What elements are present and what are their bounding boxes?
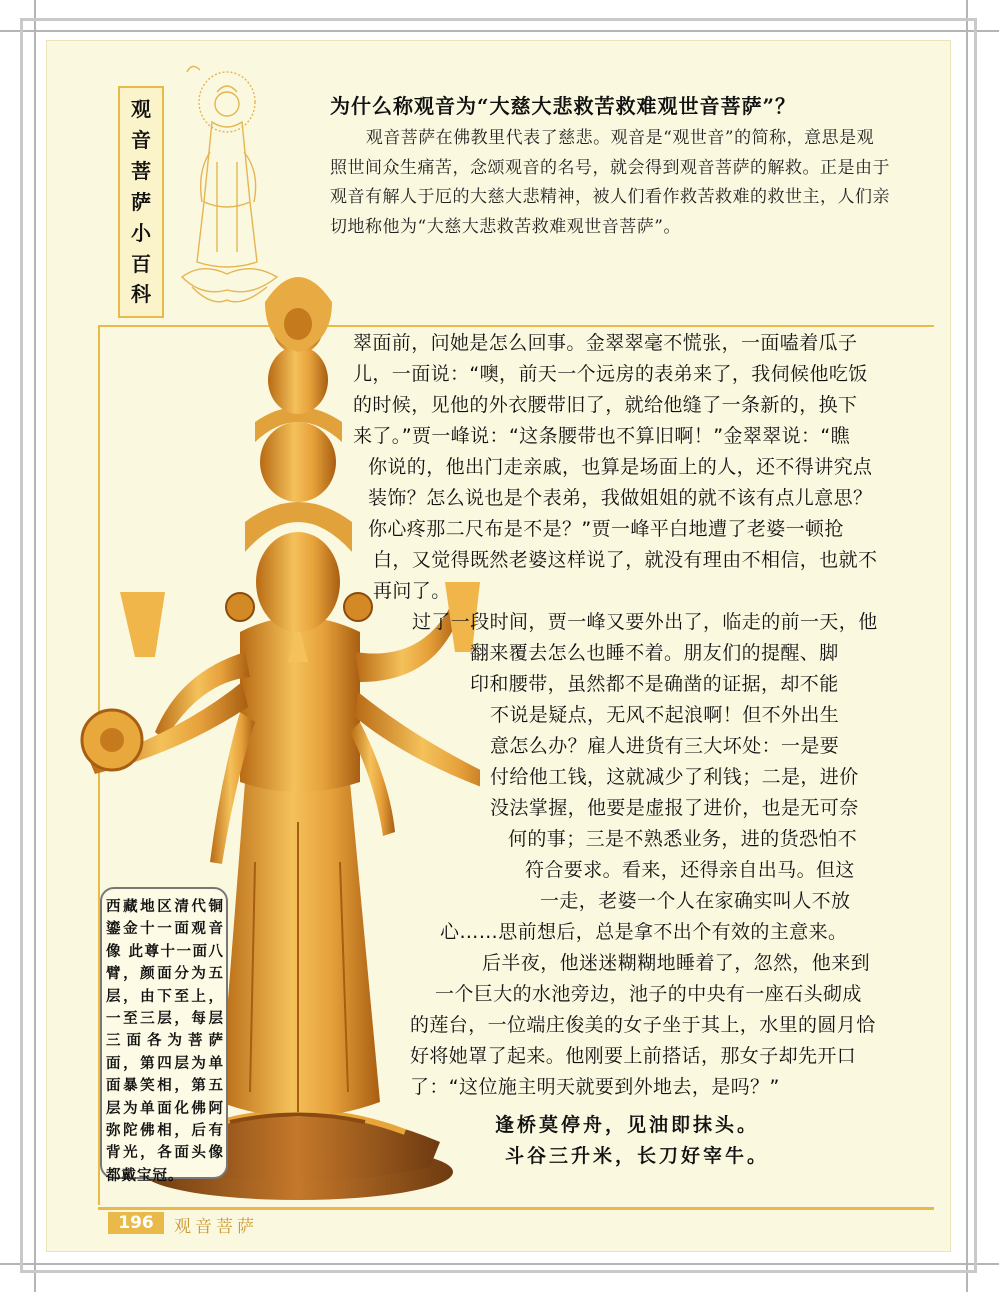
poem-line: 斗谷三升米，长刀好宰牛。 — [505, 1145, 770, 1167]
story-line: 付给他工钱，这就减少了利钱；二是，进价 — [490, 766, 859, 788]
story-line: 白，又觉得既然老婆这样说了，就没有理由不相信，也就不 — [373, 549, 878, 571]
intro-paragraph: 观音菩萨在佛教里代表了慈悲。观音是“观世音”的简称，意思是观照世间众生痛苦，念颂观音的名号，就会得到观音菩萨的解救。正是由于观音有解人于厄的大慈大悲精神，被人们看作救苦救难的救世主，人们亲切地称他为“大慈大悲救苦救难观世音菩萨”。 — [330, 128, 890, 237]
question-title: 为什么称观音为“大慈大悲救苦救难观世音菩萨”？ — [330, 94, 797, 118]
story-line: 好将她罩了起来。他刚要上前搭话，那女子却先开口 — [410, 1045, 857, 1067]
side-label-char: 科 — [131, 282, 151, 307]
footer-bar — [98, 1207, 934, 1210]
story-line: 一走，老婆一个人在家确实叫人不放 — [540, 890, 851, 912]
story-line: 再问了。 — [373, 580, 451, 602]
side-label-char: 萨 — [131, 189, 151, 214]
footer-book-title: 观音菩萨 — [174, 1217, 258, 1237]
side-label-char: 菩 — [131, 159, 151, 184]
story-line: 没法掌握，他要是虚报了进价，也是无可奈 — [490, 797, 859, 819]
story-line: 心……思前想后，总是拿不出个有效的主意来。 — [440, 921, 848, 943]
story-line: 后半夜，他迷迷糊糊地睡着了，忽然，他来到 — [482, 952, 871, 974]
poem — [495, 1110, 769, 1172]
side-label-char: 观 — [131, 97, 151, 122]
story-line: 过了一段时间，贾一峰又要外出了，临走的前一天，他 — [412, 611, 878, 633]
side-label-char: 百 — [131, 251, 151, 276]
page-number: 196 — [108, 1212, 164, 1234]
story-line: 不说是疑点，无风不起浪啊！但不外出生 — [490, 704, 840, 726]
story-line: 儿，一面说：“噢，前天一个远房的表弟来了，我伺候他吃饭 — [353, 363, 868, 385]
poem-line: 逢桥莫停舟，见油即抹头。 — [495, 1114, 760, 1136]
story-line: 的莲台，一位端庄俊美的女子坐于其上，水里的圆月恰 — [410, 1014, 876, 1036]
story-line: 何的事；三是不熟悉业务，进的货恐怕不 — [508, 828, 858, 850]
story-line: 印和腰带，虽然都不是确凿的证据，却不能 — [470, 673, 839, 695]
story-line: 符合要求。看来，还得亲自出马。但这 — [525, 859, 855, 881]
story-line: 一个巨大的水池旁边，池子的中央有一座石头砌成 — [435, 983, 862, 1005]
statue-caption: 西藏地区清代铜鎏金十一面观音像 此尊十一面八臂，颜面分为五层，由下至上，一至三层，每层三面各为菩萨面，第四层为单面暴笑相，第五层为单面化佛阿弥陀佛相，后有背光，各面头像都戴宝冠。 — [106, 898, 224, 1184]
story-line: 翻来覆去怎么也睡不着。朋友们的提醒、脚 — [470, 642, 839, 664]
story-line: 的时候，见他的外衣腰带旧了，就给他缝了一条新的，换下 — [353, 394, 858, 416]
story-line: 了：“这位施主明天就要到外地去，是吗？” — [410, 1076, 780, 1098]
story-line: 装饰？怎么说也是个表弟，我做姐姐的就不该有点儿意思？ — [368, 487, 873, 509]
story-line: 你说的，他出门走亲戚，也算是场面上的人，还不得讲究点 — [368, 456, 873, 478]
side-label-char: 音 — [131, 128, 151, 153]
story-line: 翠面前，问她是怎么回事。金翠翠毫不慌张，一面嗑着瓜子 — [353, 332, 858, 354]
side-label-char: 小 — [131, 220, 151, 245]
story-line: 你心疼那二尺布是不是？”贾一峰平白地遭了老婆一顿抢 — [368, 518, 844, 540]
story-line: 意怎么办？雇人进货有三大坏处：一是要 — [490, 735, 840, 757]
story-line: 来了。”贾一峰说：“这条腰带也不算旧啊！”金翠翠说：“瞧 — [353, 425, 851, 447]
